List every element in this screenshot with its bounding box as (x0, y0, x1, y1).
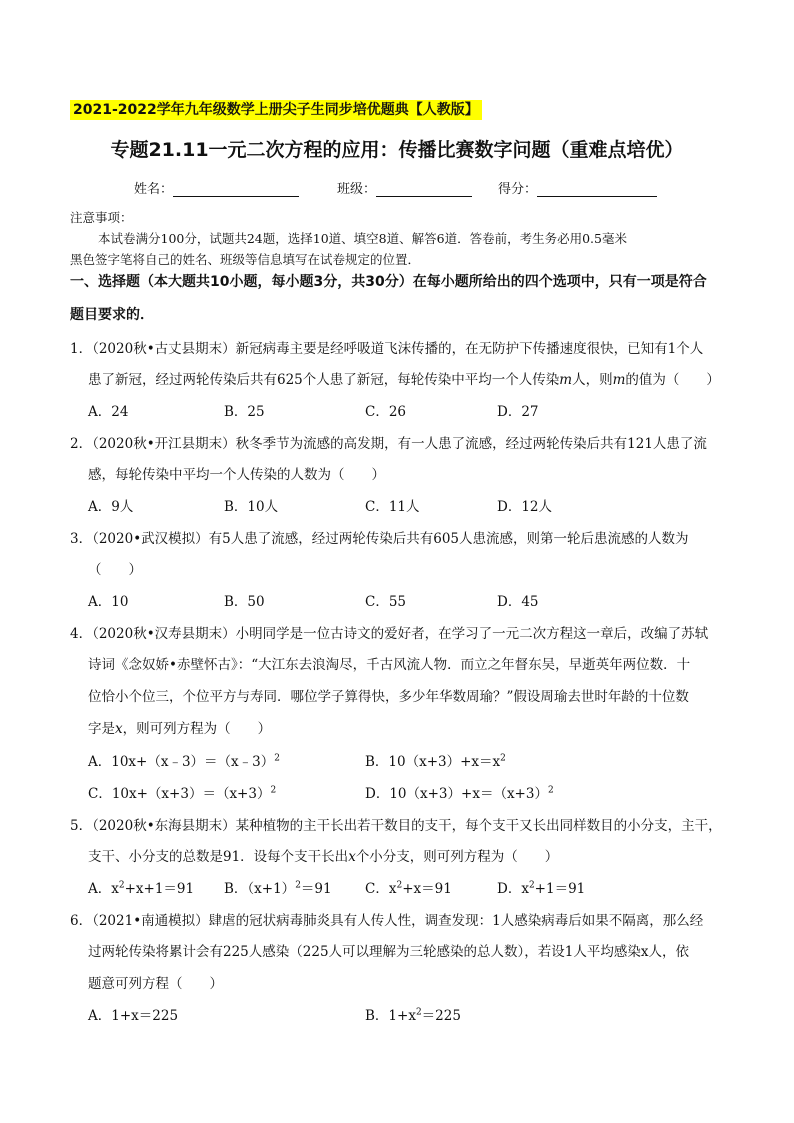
q4-option-a[interactable] (88, 750, 280, 770)
q4-option-c-text: C．10x+（x+3）＝（x+3） (88, 786, 271, 802)
q4-text-b: ，则可列方程为（ ） (122, 721, 272, 737)
q6-line-3: 题意可列方程（ ） (88, 976, 223, 992)
q1-option-d[interactable]: D．27 (497, 404, 539, 420)
q5-line-2 (88, 845, 558, 865)
q6-line-1: 6．（2021•南通模拟）肆虐的冠状病毒肺炎具有人传人性，调查发现：1人感染病毒后如果不隔离，那么经 (70, 913, 704, 929)
q4-var-x: x (115, 721, 123, 737)
q5-option-d[interactable]: D．$x^2+1=91$ (497, 880, 586, 897)
exponent: 2 (396, 880, 403, 891)
notice-heading: 注意事项： (70, 210, 133, 225)
q4-option-a-text: A．10x+（x﹣3）＝（x﹣3） (88, 754, 275, 770)
q4-line-3: 位恰小个位三，个位平方与寿同．哪位学子算得快，多少年华数周瑜？”假设周瑜去世时年龄的十位数 (88, 689, 689, 705)
q4-option-c[interactable] (88, 782, 276, 802)
q5-var-x: x (348, 849, 356, 865)
class-field (337, 178, 472, 197)
q4-option-b-text: B．10（x+3）+x＝x (365, 754, 501, 770)
notice-line-2: 黑色签字笔将自己的姓名、班级等信息填写在试卷规定的位置． (70, 252, 421, 267)
exponent: 2 (274, 753, 280, 764)
q3-line-1: 3．（2020•武汉模拟）有5人患了流感，经过两轮传染后共有605人患流感，则第一轮后患流感的人数为 (70, 531, 689, 547)
q1-text-c: 的值为（ ） (625, 372, 720, 388)
q3-line-2: （ ） (88, 562, 142, 578)
exponent: 2 (547, 785, 554, 796)
q4-option-d[interactable] (365, 782, 554, 802)
series-banner: 2021-2022学年九年级数学上册尖子生同步培优题典【人教版】 (70, 100, 482, 120)
section-heading-line-2: 题目要求的． (70, 307, 154, 323)
q5-option-c[interactable]: C．$x^2+x=91$ (365, 880, 452, 897)
q1-text-b: 人，则 (572, 372, 613, 388)
class-label: 班级： (337, 182, 377, 197)
name-field (134, 178, 299, 197)
q2-option-c[interactable]: C．11人 (365, 499, 420, 515)
q1-var-m: m (559, 372, 573, 388)
q5-line-1: 5．（2020秋•东海县期末）某种植物的主干长出若干数目的支干，每个支干又长出同样数目的小分支，主干， (70, 818, 722, 834)
q4-line-4 (88, 717, 271, 737)
page-title: 专题21.11一元二次方程的应用：传播比赛数字问题（重难点培优） (110, 139, 684, 161)
q2-line-1: 2．（2020秋•开江县期末）秋冬季节为流感的高发期，有一人患了流感，经过两轮传染后共有121人患了流 (70, 436, 707, 452)
exponent: 2 (118, 880, 125, 891)
q5-option-a[interactable]: A．$x^2+x+1=91$ (88, 880, 195, 897)
q5-text-a: 支干、小分支的总数是91．设每个支干长出 (88, 849, 349, 865)
exponent: 2 (500, 753, 506, 764)
q2-option-b[interactable]: B．10人 (224, 499, 279, 515)
q4-option-b[interactable] (365, 750, 506, 770)
name-blank (173, 182, 299, 197)
q1-option-a[interactable]: A．24 (88, 404, 129, 420)
q3-option-c[interactable]: C．55 (365, 594, 407, 610)
q4-line-2: 诗词《念奴娇•赤壁怀古》：“大江东去浪淘尽，千古风流人物．而立之年督东吴，早逝英年两位数．十 (88, 657, 691, 673)
q6-option-a[interactable]: A．1+x＝225 (88, 1008, 179, 1024)
q3-option-d[interactable]: D．45 (497, 594, 539, 610)
q4-option-d-text: D．10（x+3）+x＝（x+3） (365, 786, 548, 802)
q2-option-a[interactable]: A．9人 (88, 499, 134, 515)
exponent: 2 (295, 880, 301, 891)
q5-option-b[interactable]: B．$(x+1)^2=91$ (224, 880, 332, 897)
q2-line-2: 感，每轮传染中平均一个人传染的人数为（ ） (88, 467, 385, 483)
q3-option-a[interactable]: A．10 (88, 594, 129, 610)
name-label: 姓名： (134, 182, 174, 197)
exponent: 2 (270, 785, 277, 796)
q1-text-a: 患了新冠，经过两轮传染后共有625个人患了新冠，每轮传染中平均一个人传染 (88, 372, 560, 388)
q1-line-1: 1．（2020秋•古丈县期末）新冠病毒主要是经呼吸道飞沫传播的，在无防护下传播速度很快，已知有1个人 (70, 341, 704, 357)
q4-text-a: 字是 (88, 721, 115, 737)
q2-option-d[interactable]: D．12人 (497, 499, 553, 515)
q6-option-b[interactable]: B．$1+x^2=225$ (365, 1007, 461, 1024)
score-blank (537, 182, 657, 197)
class-blank (376, 182, 472, 197)
q6-line-2: 过两轮传染将累计会有225人感染（225人可以理解为三轮感染的总人数），若设1人平均感染x人，依 (88, 944, 689, 960)
notice-line-1: 本试卷满分100分，试题共24题，选择10道、填空8道、解答6道．答卷前，考生务必用0.5毫米 (98, 231, 627, 246)
q1-option-b[interactable]: B．25 (224, 404, 265, 420)
exponent: 2 (415, 1007, 422, 1018)
section-heading-line-1: 一、选择题（本大题共10小题，每小题3分，共30分）在每小题所给出的四个选项中，只有一项是符合 (70, 274, 707, 290)
exponent: 2 (528, 880, 535, 891)
q4-line-1: 4．（2020秋•汉寿县期末）小明同学是一位古诗文的爱好者，在学习了一元二次方程这一章后，改编了苏轼 (70, 626, 709, 642)
score-field (498, 178, 657, 197)
q1-var-m-2: m (612, 372, 626, 388)
q1-option-c[interactable]: C．26 (365, 404, 407, 420)
q1-line-2 (88, 368, 720, 388)
q3-option-b[interactable]: B．50 (224, 594, 265, 610)
q5-text-b: 个小分支，则可列方程为（ ） (355, 849, 559, 865)
score-label: 得分： (498, 182, 538, 197)
